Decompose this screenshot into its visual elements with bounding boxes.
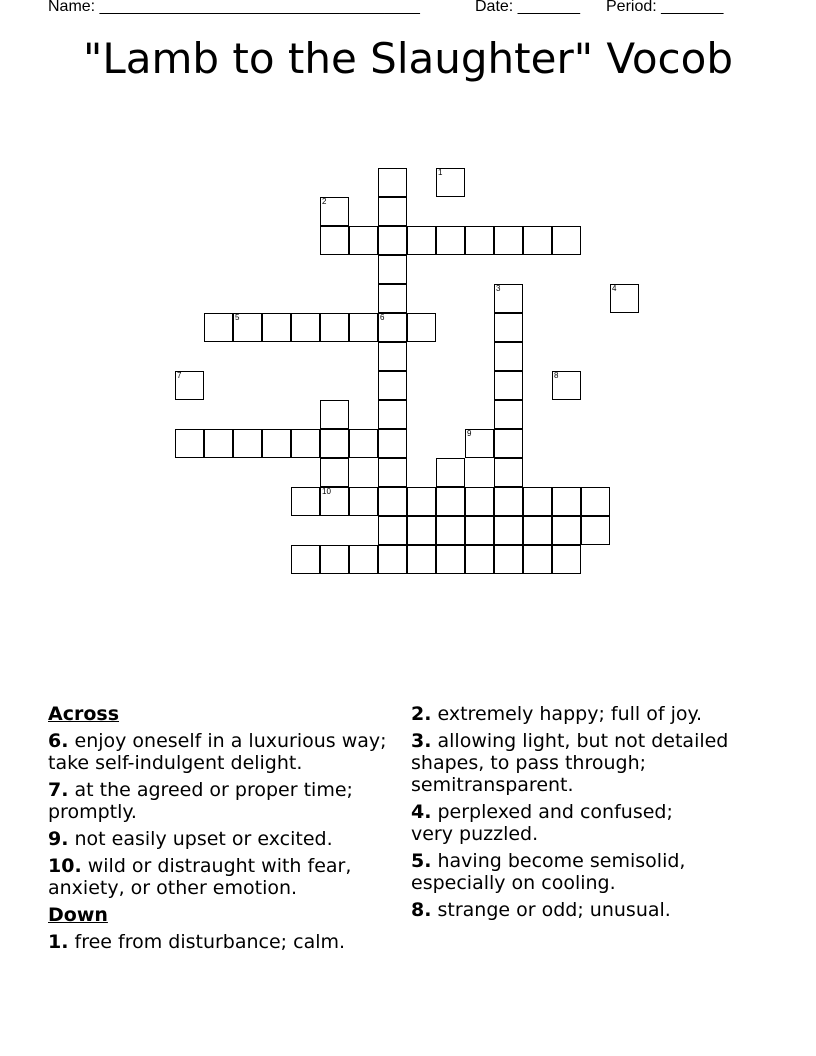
grid-cell [320,487,349,516]
grid-cell [291,313,320,342]
clue-text: allowing light, but not detailed shapes, to pass through; semitransparent. [411,730,729,796]
clue-number-label: 10 [322,487,331,496]
grid-cell [407,226,436,255]
clue-down-8 [411,899,761,921]
clue-text: strange or odd; unusual. [437,899,671,921]
clue-text: free from disturbance; calm. [74,931,346,953]
clue-text: wild or distraught with fear, anxiety, or other emotion. [48,855,352,899]
grid-cell [320,226,349,255]
grid-cell [320,429,349,458]
down-heading: Down [48,904,108,926]
clue-down-5 [411,850,721,894]
grid-cell [320,197,349,226]
clue-number: 8. [411,899,432,921]
clues-right-column [411,703,761,926]
grid-cell [436,516,465,545]
grid-cell [262,313,291,342]
grid-cell [465,545,494,574]
grid-cell [436,168,465,197]
clue-number: 4. [411,801,432,823]
clue-number: 1. [48,931,69,953]
grid-cell [378,545,407,574]
grid-cell [552,487,581,516]
grid-cell [494,400,523,429]
grid-cell [233,429,262,458]
grid-cell [407,545,436,574]
grid-cell [378,168,407,197]
grid-cell [349,545,378,574]
grid-cell [320,400,349,429]
grid-cell [378,429,407,458]
name-field-label: Name: ____________________________________ [48,0,420,15]
grid-cell [552,545,581,574]
grid-cell [552,371,581,400]
grid-cell [378,255,407,284]
clue-across-7 [48,779,398,823]
clue-text: at the agreed or proper time; promptly. [48,779,353,823]
clue-number-label: 3 [496,284,501,293]
date-field-label: Date: _______ [475,0,580,15]
period-field-label: Period: _______ [606,0,724,15]
clue-text: perplexed and confused; very puzzled. [411,801,673,845]
clue-down-1 [48,931,398,953]
clue-number-label: 7 [177,371,182,380]
grid-cell [291,545,320,574]
clue-number: 7. [48,779,69,801]
grid-cell [610,284,639,313]
clue-across-10 [48,855,388,899]
grid-cell [378,487,407,516]
grid-cell [494,545,523,574]
grid-cell [494,458,523,487]
clue-number: 9. [48,828,69,850]
grid-cell [494,429,523,458]
grid-cell [291,487,320,516]
grid-cell [175,371,204,400]
grid-cell [523,487,552,516]
grid-cell [436,545,465,574]
grid-cell [436,487,465,516]
grid-cell [378,197,407,226]
grid-cell [407,313,436,342]
grid-cell [349,487,378,516]
clue-number: 3. [411,730,432,752]
grid-cell [494,342,523,371]
clue-down-2 [411,703,761,725]
clue-number: 2. [411,703,432,725]
grid-cell [494,487,523,516]
grid-cell [233,313,262,342]
grid-cell [465,516,494,545]
grid-cell [436,226,465,255]
grid-cell [523,226,552,255]
clue-text: having become semisolid, especially on cooling. [411,850,686,894]
grid-cell [494,284,523,313]
clue-text: enjoy oneself in a luxurious way; take self-indulgent delight. [48,730,387,774]
grid-cell [349,313,378,342]
grid-cell [378,226,407,255]
clue-number-label: 4 [612,284,617,293]
page-title: "Lamb to the Slaughter" Vocob [83,34,733,83]
grid-cell [436,458,465,487]
grid-cell [320,545,349,574]
grid-cell [494,516,523,545]
clue-number: 6. [48,730,69,752]
grid-cell [349,429,378,458]
clues-left-column [48,703,398,958]
grid-cell [204,429,233,458]
grid-cell [320,313,349,342]
grid-cell [378,371,407,400]
grid-cell [494,313,523,342]
grid-cell [262,429,291,458]
grid-cell [349,226,378,255]
grid-cell [581,516,610,545]
clue-across-9 [48,828,398,850]
grid-cell [523,545,552,574]
clue-number-label: 5 [235,313,240,322]
grid-cell [523,516,552,545]
grid-cell [407,487,436,516]
grid-cell [407,516,436,545]
grid-cell [175,429,204,458]
clue-across-6 [48,730,398,774]
grid-cell [581,487,610,516]
grid-cell [378,342,407,371]
clue-number: 5. [411,850,432,872]
clue-number-label: 2 [322,197,327,206]
grid-cell [465,429,494,458]
grid-cell [378,313,407,342]
grid-cell [378,516,407,545]
clue-number-label: 6 [380,313,385,322]
grid-cell [378,458,407,487]
grid-cell [204,313,233,342]
grid-cell [465,487,494,516]
clue-text: not easily upset or excited. [74,828,333,850]
grid-cell [291,429,320,458]
grid-cell [552,226,581,255]
grid-cell [378,400,407,429]
grid-cell [494,371,523,400]
across-heading: Across [48,703,120,725]
grid-cell [320,458,349,487]
grid-cell [552,516,581,545]
clue-number-label: 8 [554,371,559,380]
grid-cell [378,284,407,313]
clue-number: 10. [48,855,82,877]
grid-cell [465,226,494,255]
clue-down-3 [411,730,761,796]
clue-text: extremely happy; full of joy. [437,703,703,725]
clue-number-label: 1 [438,168,443,177]
clue-number-label: 9 [467,429,472,438]
clue-down-4 [411,801,711,845]
grid-cell [494,226,523,255]
